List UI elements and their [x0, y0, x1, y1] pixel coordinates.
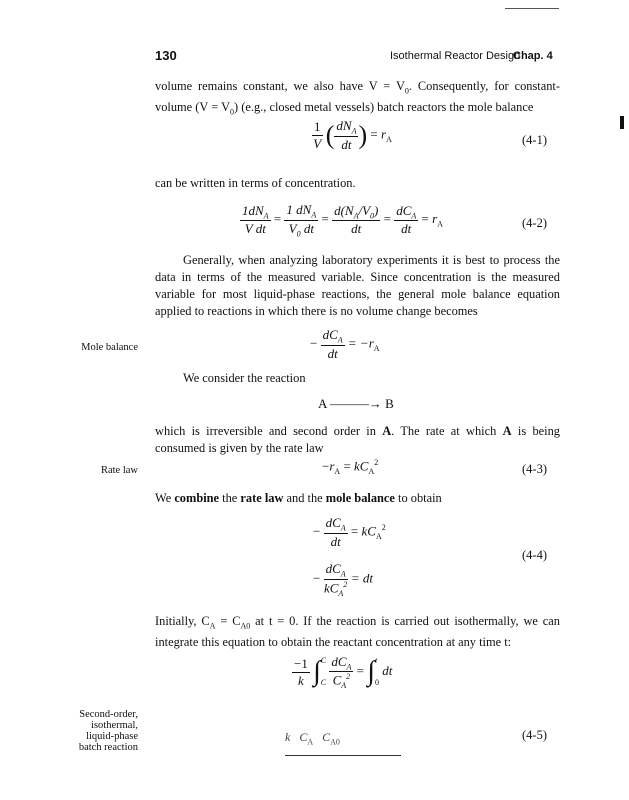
paragraph-irreversible: which is irreversible and second order in A. The rate at which A is being consumed is given by the rate law — [155, 424, 560, 455]
margin-note-rate-law: Rate law — [100, 465, 138, 476]
equation-4-4-first: − $\frac{dC_A}{dt}$ = $kC_A^2$ — [313, 515, 386, 549]
paragraph-concentration: can be written in terms of concentration. — [155, 176, 356, 190]
margin-note-mole-balance: Mole balance — [81, 342, 138, 353]
equation-4-5-fragment: k $C_A$ $C_{A0}$ — [285, 730, 340, 747]
paragraph-combine: We combine the rate law and the mole balance to obtain — [155, 491, 442, 505]
equation-mole-balance: − $\frac{dC_A}{dt}$ = $-r_A$ — [310, 327, 380, 361]
chapter-label: Chap. 4 — [513, 50, 553, 62]
equation-number-4-4: (4-4) — [522, 548, 547, 562]
equation-4-2: $\frac{1dN_A}{\text{V dt}}$ = $\frac{1 dN_A}{V_0 dt}$ = $\frac{d(N_A/V_0)}{dt}$ = $\frac{dC_A}{dt}$ = $r_A$ — [242, 202, 443, 239]
page-number: 130 — [155, 48, 177, 63]
equation-4-1: $\frac{1}{V}$ ( $\frac{dN_A}{dt}$ ) = $r_A$ — [313, 118, 392, 152]
equation-number-4-2: (4-2) — [522, 216, 547, 230]
reaction-equation: A ———→ B — [318, 396, 394, 411]
paragraph-analysis: Generally, when analyzing laboratory experiments it is best to process the data in terms of the measured variable. Since concentration is the measured variable for most liquid-phase reactions, the general mole balance equation applied to reactions in which there is no volume change becomes — [155, 253, 560, 318]
paragraph-intro: volume remains constant, we also have $V = V_0$. Consequently, for constant-volume $(V = V_0)$ (e.g., closed metal vessels) batch reactors the mole balance — [155, 79, 560, 117]
equation-4-5-rule — [285, 755, 401, 756]
paragraph-initially: Initially, $C_A = C_{A0}$ at t = 0. If the reaction is carried out isothermally, we can integrate this equation to obtain the reactant concentration at any time t: — [155, 614, 560, 650]
equation-rate-law: $-r_A = kC_A^2$ — [322, 458, 379, 476]
equation-4-4-second: − $\frac{dC_A}{kC_A^2}$ = dt — [313, 561, 374, 598]
equation-number-4-3: (4-3) — [522, 462, 547, 476]
equation-number-4-5: (4-5) — [522, 728, 547, 742]
header-rule — [505, 8, 559, 9]
paragraph-consider: We consider the reaction — [183, 371, 306, 385]
margin-note-second-order: Second-order, isothermal, liquid-phase batch reaction — [78, 709, 138, 753]
margin-mark — [620, 116, 624, 129]
equation-number-4-1: (4-1) — [522, 133, 547, 147]
equation-integral: $\frac{-1}{k}$ ∫ C C $\frac{dC_A}{C_A^2}$ = ∫ t 0 dt — [294, 653, 393, 691]
running-title: Isothermal Reactor Design — [390, 50, 521, 62]
